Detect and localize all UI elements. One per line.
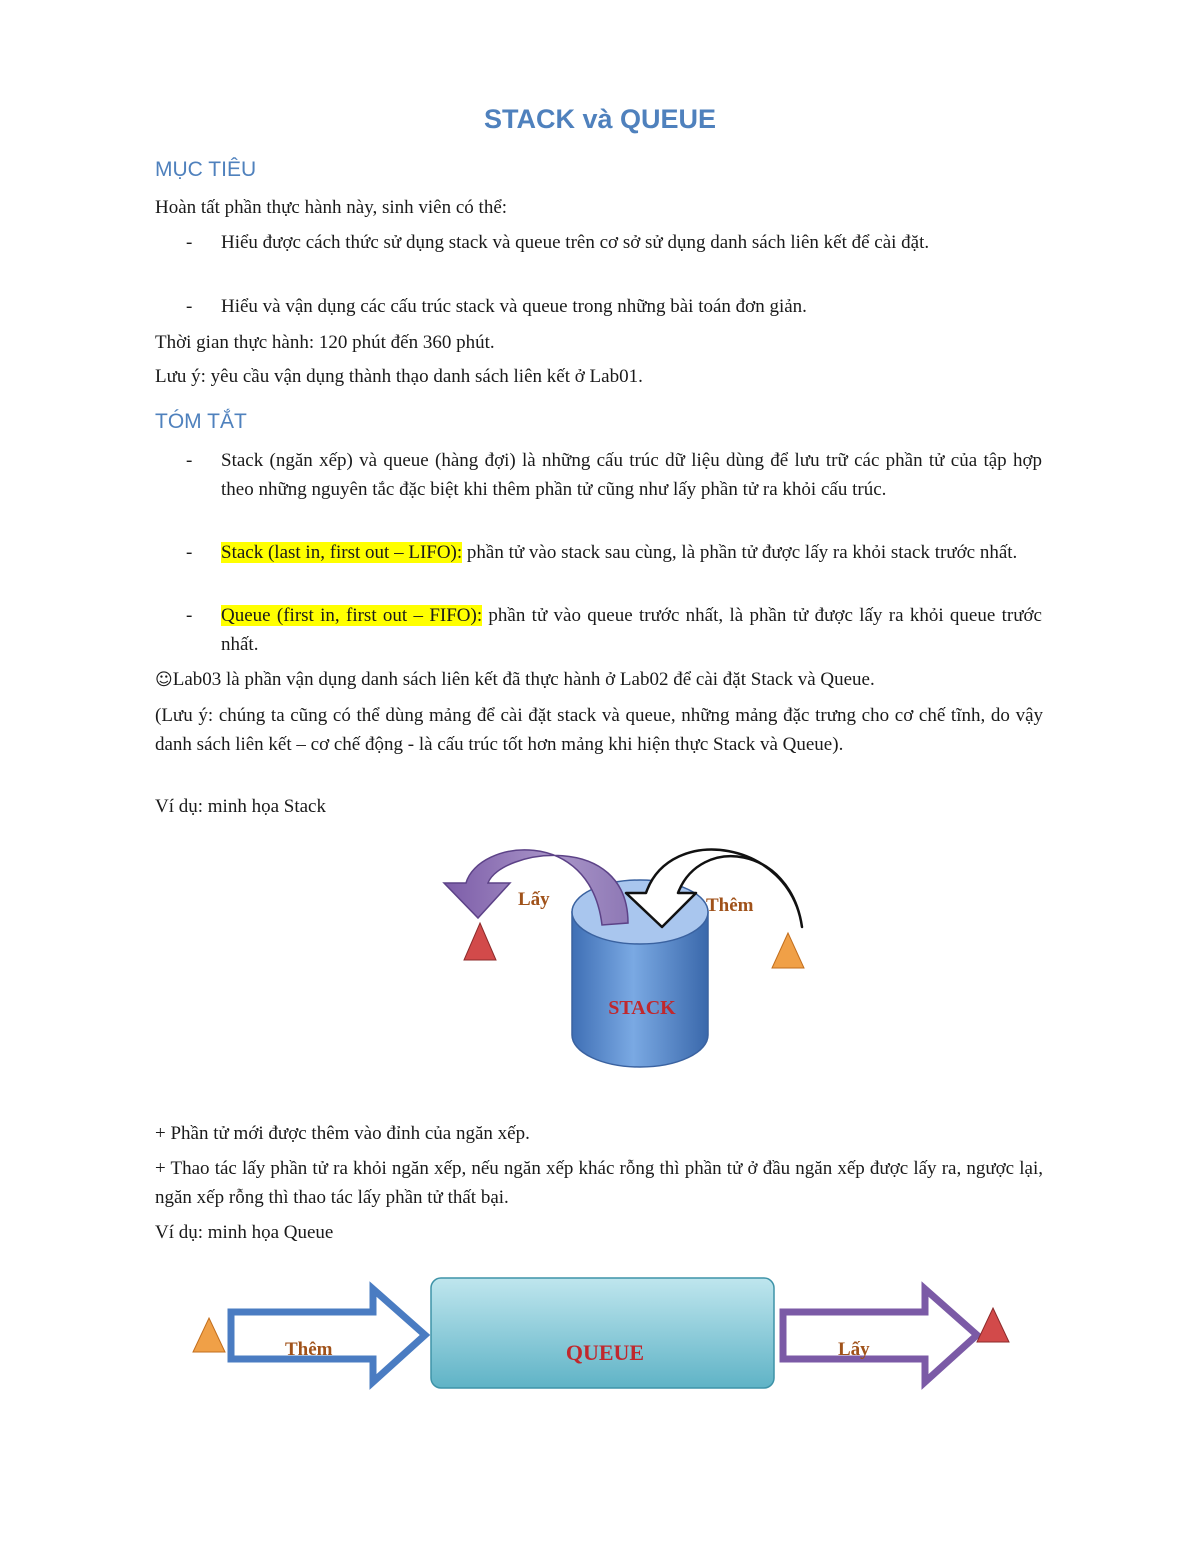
queue-add-label: Thêm — [285, 1339, 333, 1360]
lab03-note: ☺Lab03 là phần vận dụng danh sách liên kết đã thực hành ở Lab02 để cài đặt Stack và Queue. — [155, 669, 875, 690]
queue-definition-highlight: Queue (first in, first out – FIFO): — [221, 605, 483, 626]
stack-cylinder — [572, 880, 708, 1067]
stack-label: STACK — [608, 997, 676, 1019]
page-title: STACK và QUEUE — [483, 104, 717, 134]
stack-example-label: Ví dụ: minh họa Stack — [155, 796, 326, 817]
stack-diagram — [430, 845, 820, 1085]
take-arrow-icon — [444, 850, 628, 925]
array-note: (Lưu ý: chúng ta cũng có thể dùng mảng để cài đặt stack và queue, những mảng đặc trưng cho cơ chế tĩnh, do vậy danh sách liên kết – cơ chế động - là cấu trúc tốt hơn mảng khi hiện thực Stack và Queue). — [155, 705, 1043, 755]
queue-take-marker-icon — [977, 1308, 1009, 1342]
objective-item: - Hiểu và vận dụng các cấu trúc stack và queue trong những bài toán đơn giản. — [186, 296, 807, 317]
objective-item: - Hiểu được cách thức sử dụng stack và queue trên cơ sở sử dụng danh sách liên kết để cài đặt. — [186, 232, 930, 253]
heading-tom-tat: TÓM TẮT — [155, 410, 247, 433]
summary-item: - Stack (ngăn xếp) và queue (hàng đợi) là những cấu trúc dữ liệu dùng để lưu trữ các phần tử của tập hợp theo những nguyên tắc đặc biệt khi thêm phần tử cũng như lấy phần tử ra khỏi cấu trúc. — [186, 450, 1042, 500]
stack-note-take: + Thao tác lấy phần tử ra khỏi ngăn xếp, nếu ngăn xếp khác rỗng thì phần tử ở đầu ngăn xếp được lấy ra, ngược lại, ngăn xếp rỗng thì thao tác lấy phần tử thất bại. — [155, 1158, 1043, 1208]
heading-muc-tieu: MỤC TIÊU — [155, 158, 257, 181]
queue-add-marker-icon — [193, 1318, 225, 1352]
queue-take-arrow-icon — [783, 1289, 977, 1382]
stack-take-label: Lấy — [518, 889, 550, 910]
stack-definition-highlight: Stack (last in, first out – LIFO): — [221, 542, 463, 563]
queue-example-label: Ví dụ: minh họa Queue — [155, 1222, 334, 1243]
take-marker-icon — [464, 923, 496, 960]
stack-note-add: + Phần tử mới được thêm vào đỉnh của ngăn xếp. — [155, 1123, 530, 1144]
queue-take-label: Lấy — [838, 1339, 870, 1360]
objectives-intro: Hoàn tất phần thực hành này, sinh viên có thể: — [155, 197, 508, 218]
stack-add-label: Thêm — [706, 895, 754, 916]
smiley-icon: ☺ — [155, 670, 173, 690]
summary-item-stack: - Stack (last in, first out – LIFO): phần tử vào stack sau cùng, là phần tử được lấy ra khỏi stack trước nhất. — [186, 542, 1018, 563]
queue-diagram — [185, 1272, 1015, 1397]
queue-box — [431, 1278, 774, 1388]
add-marker-icon — [772, 933, 804, 968]
summary-item-queue: - Queue (first in, first out – FIFO): phần tử vào queue trước nhất, là phần tử được lấy ra khỏi queue trước nhất. — [186, 605, 1042, 655]
practice-time: Thời gian thực hành: 120 phút đến 360 phút. — [155, 332, 495, 353]
queue-add-arrow-icon — [231, 1289, 425, 1382]
queue-label: QUEUE — [565, 1340, 645, 1365]
lab-note: Lưu ý: yêu cầu vận dụng thành thạo danh sách liên kết ở Lab01. — [155, 366, 643, 387]
